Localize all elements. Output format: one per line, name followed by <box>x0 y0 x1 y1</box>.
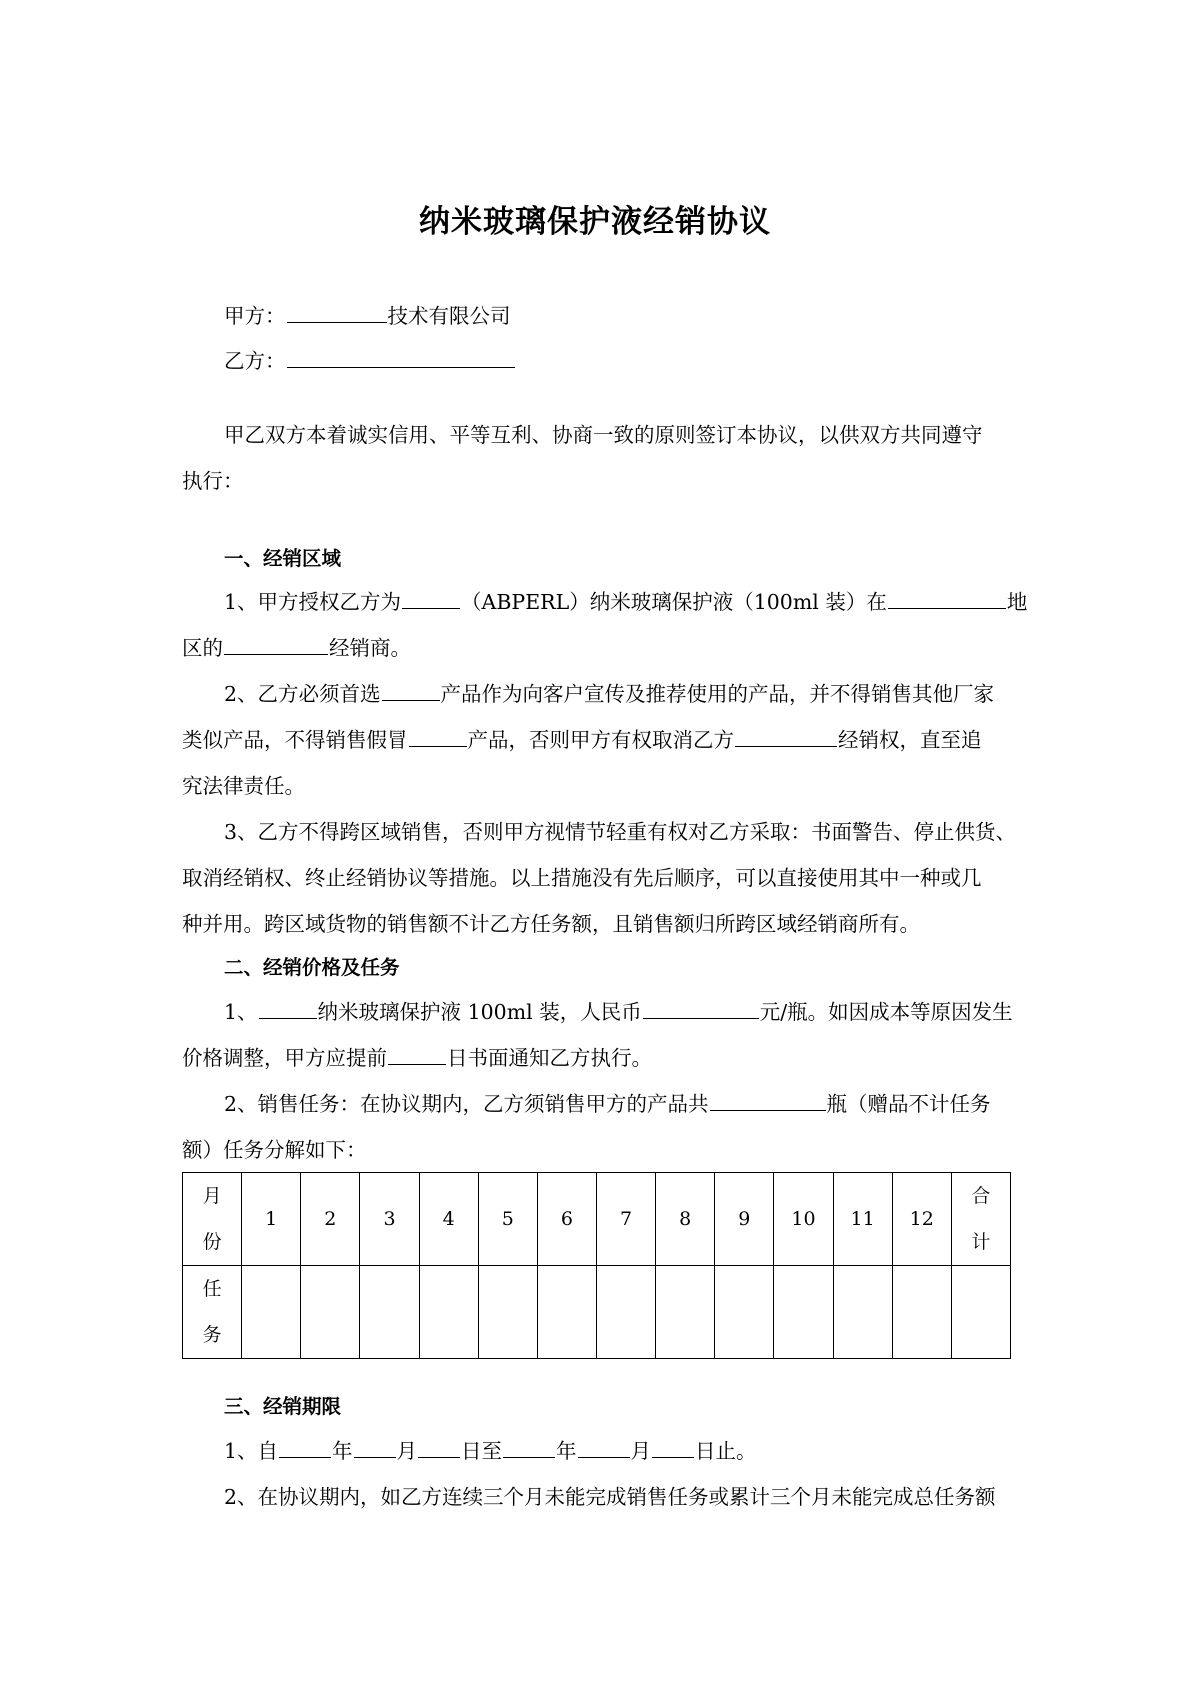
task-total-cell[interactable] <box>951 1266 1010 1359</box>
table-row <box>183 1266 1011 1359</box>
month-header-cell: 月 份 <box>183 1173 242 1266</box>
product-blank-3[interactable] <box>259 998 317 1019</box>
task-input-cell[interactable] <box>833 1266 892 1359</box>
task-input-cell[interactable] <box>656 1266 715 1359</box>
task-input-cell[interactable] <box>301 1266 360 1359</box>
start-year-blank[interactable] <box>279 1437 331 1458</box>
s3-p1-line: 1、自 年 月 日至 年 月 日止。 <box>224 1439 757 1463</box>
s1-p2-line-3: 究法律责任。 <box>182 774 305 798</box>
total-header-cell: 合 计 <box>951 1173 1010 1266</box>
dealer-blank[interactable] <box>735 726 837 747</box>
month-cell: 12 <box>892 1173 951 1266</box>
task-input-cell[interactable] <box>478 1266 537 1359</box>
end-month-blank[interactable] <box>578 1437 630 1458</box>
s2-p2-line-1: 2、销售任务：在协议期内，乙方须销售甲方的产品共 瓶（赠品不计任务 <box>224 1092 991 1116</box>
section-3-heading: 三、经销期限 <box>224 1395 342 1418</box>
end-day-blank[interactable] <box>652 1437 694 1458</box>
s1-p3-line-1: 3、乙方不得跨区域销售，否则甲方视情节轻重有权对乙方采取：书面警告、停止供货、 <box>224 820 1017 844</box>
month-cell: 11 <box>833 1173 892 1266</box>
product-blank-2[interactable] <box>409 726 467 747</box>
notice-days-blank[interactable] <box>388 1044 446 1065</box>
table-row <box>183 1173 1011 1266</box>
month-cell: 8 <box>656 1173 715 1266</box>
price-blank[interactable] <box>643 998 759 1019</box>
end-year-blank[interactable] <box>503 1437 555 1458</box>
task-input-cell[interactable] <box>774 1266 833 1359</box>
month-cell: 6 <box>537 1173 596 1266</box>
month-cell: 9 <box>715 1173 774 1266</box>
month-cell: 4 <box>419 1173 478 1266</box>
month-cell: 5 <box>478 1173 537 1266</box>
s1-p3-line-2: 取消经销权、终止经销协议等措施。以上措施没有先后顺序，可以直接使用其中一种或几 <box>182 866 982 890</box>
month-cell: 10 <box>774 1173 833 1266</box>
section-2-heading: 二、经销价格及任务 <box>224 956 400 979</box>
s2-p1-line-2: 价格调整，甲方应提前 日书面通知乙方执行。 <box>182 1046 652 1070</box>
intro-line-2: 执行： <box>182 469 244 493</box>
s1-p1-line-2: 区的 经销商。 <box>182 636 411 660</box>
month-cell: 3 <box>360 1173 419 1266</box>
task-input-cell[interactable] <box>360 1266 419 1359</box>
task-input-cell[interactable] <box>892 1266 951 1359</box>
s3-p2-line: 2、在协议期内，如乙方连续三个月未能完成销售任务或累计三个月未能完成总任务额 <box>224 1485 996 1509</box>
task-input-cell[interactable] <box>537 1266 596 1359</box>
task-input-cell[interactable] <box>715 1266 774 1359</box>
document-title: 纳米玻璃保护液经销协议 <box>419 204 771 240</box>
task-input-cell[interactable] <box>419 1266 478 1359</box>
region-blank-2[interactable] <box>224 634 328 655</box>
start-day-blank[interactable] <box>418 1437 460 1458</box>
party-a-blank[interactable] <box>287 302 387 323</box>
task-header-cell: 任 务 <box>183 1266 242 1359</box>
sales-task-table <box>182 1172 1011 1359</box>
product-blank-1[interactable] <box>382 680 440 701</box>
intro-line-1: 甲乙双方本着诚实信用、平等互利、协商一致的原则签订本协议，以供双方共同遵守 <box>224 423 983 447</box>
s1-p2-line-2: 类似产品，不得销售假冒 产品，否则甲方有权取消乙方 经销权，直至追 <box>182 728 982 752</box>
s1-p3-line-3: 种并用。跨区域货物的销售额不计乙方任务额，且销售额归所跨区域经销商所有。 <box>182 912 920 936</box>
quota-blank[interactable] <box>710 1090 826 1111</box>
s2-p2-line-2: 额）任务分解如下： <box>182 1138 367 1162</box>
month-cell: 1 <box>242 1173 301 1266</box>
month-cell: 7 <box>596 1173 655 1266</box>
task-input-cell[interactable] <box>596 1266 655 1359</box>
brand-blank[interactable] <box>402 588 460 609</box>
month-cell: 2 <box>301 1173 360 1266</box>
task-input-cell[interactable] <box>242 1266 301 1359</box>
start-month-blank[interactable] <box>354 1437 396 1458</box>
party-b-line: 乙方： <box>224 347 516 375</box>
region-blank-1[interactable] <box>888 588 1006 609</box>
party-b-blank[interactable] <box>287 347 515 368</box>
s1-p2-line-1: 2、乙方必须首选 产品作为向客户宣传及推荐使用的产品，并不得销售其他厂家 <box>224 682 995 706</box>
s1-p1-line-1: 1、甲方授权乙方为 （ABPERL）纳米玻璃保护液（100ml 装）在 地 <box>224 590 1028 614</box>
section-1-heading: 一、经销区域 <box>224 547 342 570</box>
party-a-line: 甲方： 技术有限公司 <box>224 304 511 328</box>
s2-p1-line-1: 1、 纳米玻璃保护液 100ml 装，人民币 元/瓶。如因成本等原因发生 <box>224 1000 1013 1024</box>
